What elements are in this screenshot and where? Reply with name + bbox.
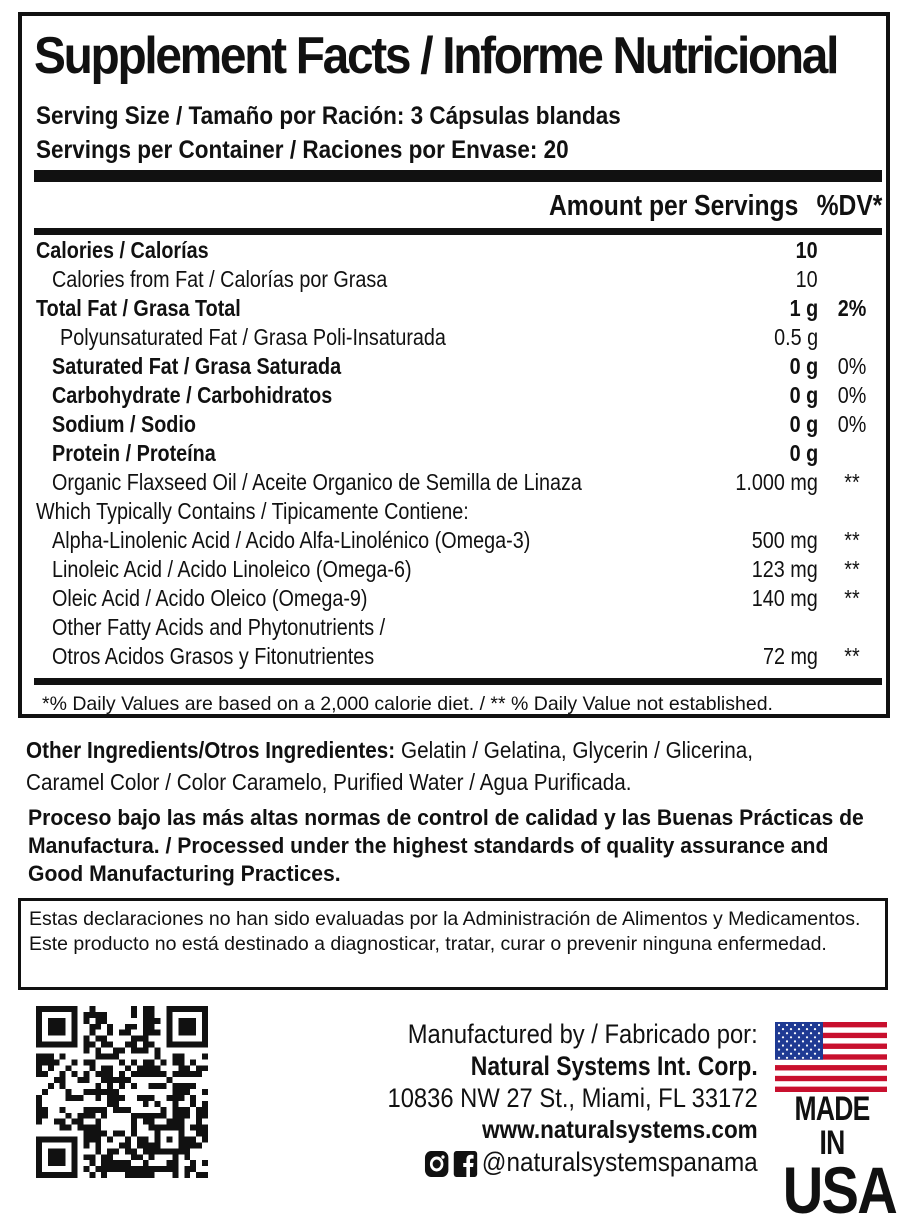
table-row bbox=[34, 410, 882, 439]
row-amount: 72 mg bbox=[763, 643, 818, 669]
manufacturer-website[interactable]: www.naturalsystems.com bbox=[482, 1116, 758, 1144]
table-row bbox=[34, 613, 882, 642]
table-row bbox=[34, 584, 882, 613]
other-ingredients bbox=[26, 734, 800, 798]
row-dv: 0% bbox=[837, 411, 867, 437]
row-name: Saturated Fat / Grasa Saturada bbox=[52, 353, 342, 379]
servings-per-container: Servings per Container / Raciones por Envase: 20 bbox=[36, 136, 569, 164]
daily-value-footnote: *% Daily Values are based on a 2,000 calorie diet. / ** % Daily Value not established. bbox=[42, 693, 773, 715]
row-amount: 1 g bbox=[789, 295, 818, 321]
fda-disclaimer-box bbox=[18, 898, 888, 990]
table-row bbox=[34, 352, 882, 381]
row-amount: 1.000 mg bbox=[735, 469, 818, 495]
row-name: Which Typically Contains / Tipicamente Contiene: bbox=[36, 498, 469, 524]
row-name: Oleic Acid / Acido Oleico (Omega-9) bbox=[52, 585, 368, 611]
divider-bottom bbox=[34, 678, 882, 685]
row-dv: 0% bbox=[837, 353, 867, 379]
row-dv: 2% bbox=[837, 295, 867, 321]
table-row bbox=[34, 468, 882, 497]
table-row bbox=[34, 265, 882, 294]
row-name: Alpha-Linolenic Acid / Acido Alfa-Linolénico (Omega-3) bbox=[52, 527, 531, 553]
table-row bbox=[34, 381, 882, 410]
instagram-icon[interactable] bbox=[425, 1150, 450, 1178]
row-amount: 123 mg bbox=[752, 556, 818, 582]
table-row bbox=[34, 526, 882, 555]
manufacturer-name: Natural Systems Int. Corp. bbox=[471, 1051, 758, 1081]
table-row bbox=[34, 497, 882, 526]
row-name: Protein / Proteína bbox=[52, 440, 216, 466]
facts-title: Supplement Facts / Informe Nutricional bbox=[34, 27, 838, 85]
row-name: Organic Flaxseed Oil / Aceite Organico de Semilla de Linaza bbox=[52, 469, 582, 495]
serving-size: Serving Size / Tamaño por Ración: 3 Cápsulas blandas bbox=[36, 102, 621, 130]
row-name: Sodium / Sodio bbox=[52, 411, 196, 437]
row-amount: 0.5 g bbox=[774, 324, 818, 350]
row-name: Linoleic Acid / Acido Linoleico (Omega-6) bbox=[52, 556, 412, 582]
row-name: Carbohydrate / Carbohidratos bbox=[52, 382, 333, 408]
fda-disclaimer-text: Estas declaraciones no han sido evaluadas por la Administración de Alimentos y Medicamentos. Este producto no está destinado a diagnosticar, tratar, curar o prevenir ninguna enfermedad. bbox=[29, 908, 861, 955]
other-ingredients-label: Other Ingredients/Otros Ingredientes: bbox=[26, 737, 396, 763]
process-statement: Proceso bajo las más altas normas de control de calidad y las Buenas Prácticas de Manufactura. / Processed under the highest standards of quality assurance and Good Manufacturing Practices. bbox=[28, 805, 864, 886]
row-amount: 10 bbox=[795, 266, 818, 292]
table-row bbox=[34, 642, 882, 671]
us-flag-icon bbox=[775, 1022, 887, 1092]
social-handle[interactable]: @naturalsystemspanama bbox=[482, 1147, 758, 1177]
row-amount: 0 g bbox=[789, 353, 818, 379]
row-name: Other Fatty Acids and Phytonutrients / bbox=[52, 614, 386, 640]
row-amount: 0 g bbox=[789, 411, 818, 437]
facebook-icon[interactable] bbox=[453, 1150, 478, 1178]
row-name: Calories / Calorías bbox=[36, 237, 209, 263]
table-row bbox=[34, 294, 882, 323]
row-amount: 0 g bbox=[789, 382, 818, 408]
made-in-usa-badge bbox=[774, 1090, 897, 1227]
made-in-text: MADE IN bbox=[794, 1090, 870, 1162]
table-row bbox=[34, 555, 882, 584]
row-dv: 0% bbox=[837, 382, 867, 408]
qr-code-icon[interactable] bbox=[36, 1006, 208, 1178]
header-dv: %DV* bbox=[816, 190, 882, 222]
row-dv: ** bbox=[844, 527, 860, 553]
row-dv: ** bbox=[844, 643, 860, 669]
divider-medium bbox=[34, 228, 882, 235]
row-name: Polyunsaturated Fat / Grasa Poli-Insaturada bbox=[60, 324, 446, 350]
manufacturer-label: Manufactured by / Fabricado por: bbox=[408, 1019, 758, 1049]
other-ingredients-text: Gelatin / Gelatina, Glycerin / Glicerina, Caramel Color / Color Caramelo, Purified Water / Agua Purificada. bbox=[26, 737, 754, 795]
table-row bbox=[34, 236, 882, 265]
row-amount: 0 g bbox=[789, 440, 818, 466]
social-line bbox=[379, 1146, 758, 1178]
supplement-facts-panel bbox=[18, 12, 890, 718]
row-amount: 140 mg bbox=[752, 585, 818, 611]
row-name: Otros Acidos Grasos y Fitonutrientes bbox=[52, 643, 375, 669]
table-row bbox=[34, 323, 882, 352]
row-name: Total Fat / Grasa Total bbox=[36, 295, 241, 321]
manufacturer-info bbox=[337, 1018, 758, 1178]
usa-text: USA bbox=[782, 1153, 897, 1227]
row-dv: ** bbox=[844, 585, 860, 611]
row-dv: ** bbox=[844, 556, 860, 582]
row-dv: ** bbox=[844, 469, 860, 495]
row-amount: 500 mg bbox=[752, 527, 818, 553]
table-row bbox=[34, 439, 882, 468]
row-name: Calories from Fat / Calorías por Grasa bbox=[52, 266, 388, 292]
divider-thick bbox=[34, 170, 882, 182]
manufacturer-address: 10836 NW 27 St., Miami, FL 33172 bbox=[387, 1083, 758, 1113]
header-amount: Amount per Servings bbox=[548, 190, 798, 222]
row-amount: 10 bbox=[795, 237, 818, 263]
